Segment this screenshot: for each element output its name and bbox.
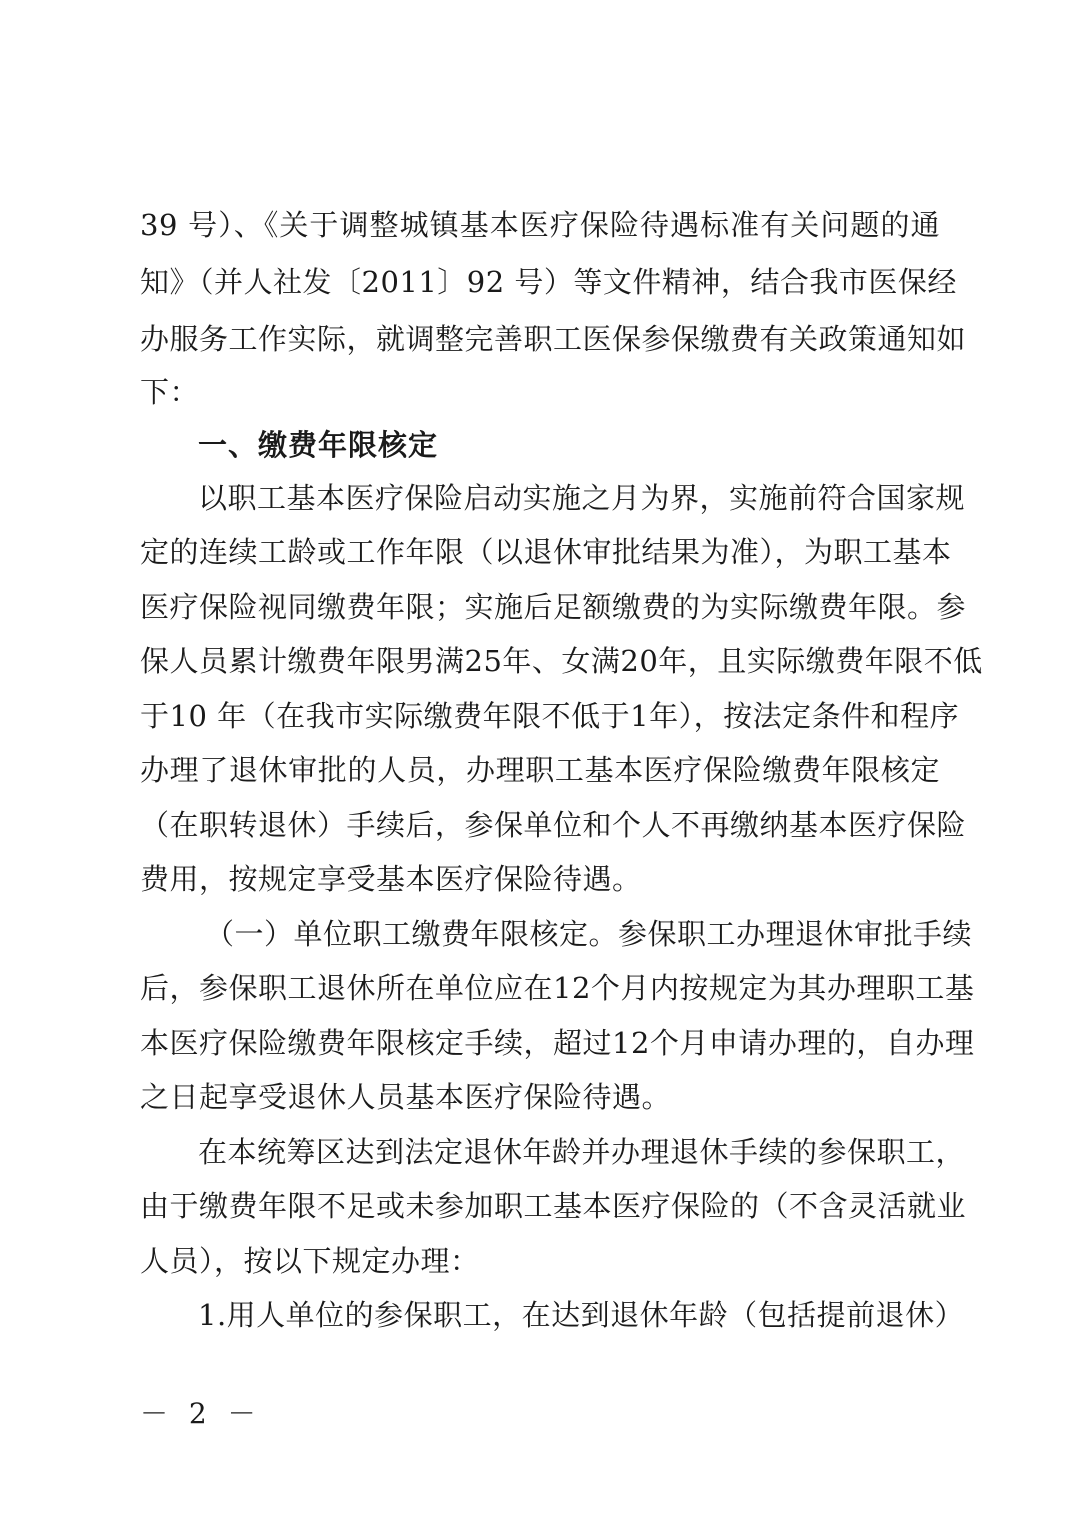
section-1-line-4: 保人员累计缴费年限男满25年、女满20年，且实际缴费年限不低 — [140, 644, 983, 678]
section-1-line-1: 以职工基本医疗保险启动实施之月为界，实施前符合国家规 — [198, 481, 966, 515]
section-heading: 一、缴费年限核定 — [198, 428, 439, 462]
para-3-line-2: 由于缴费年限不足或未参加职工基本医疗保险的（不含灵活就业 — [140, 1189, 967, 1223]
subsection-1-line-4: 之日起享受退休人员基本医疗保险待遇。 — [140, 1080, 672, 1114]
section-1-line-5: 于10 年（在我市实际缴费年限不低于1年），按法定条件和程序 — [140, 699, 960, 733]
intro-line-4: 下： — [140, 375, 200, 409]
item-1-line-1: 1.用人单位的参保职工，在达到退休年龄（包括提前退休） — [198, 1298, 965, 1332]
section-1-line-2: 定的连续工龄或工作年限（以退休审批结果为准），为职工基本 — [140, 535, 952, 569]
intro-line-1: 39 号）、《关于调整城镇基本医疗保险待遇标准有关问题的通 — [140, 208, 940, 242]
subsection-1-line-2: 后，参保职工退休所在单位应在12个月内按规定为其办理职工基 — [140, 971, 975, 1005]
subsection-1-line-3: 本医疗保险缴费年限核定手续，超过12个月申请办理的，自办理 — [140, 1026, 975, 1060]
intro-line-3: 办服务工作实际，就调整完善职工医保参保缴费有关政策通知如 — [140, 322, 967, 356]
para-3-line-3: 人员），按以下规定办理： — [140, 1244, 480, 1278]
intro-line-2: 知》（并人社发〔2011〕92 号）等文件精神，结合我市医保经 — [140, 265, 957, 299]
para-3-line-1: 在本统筹区达到法定退休年龄并办理退休手续的参保职工， — [198, 1135, 966, 1169]
section-1-line-3: 医疗保险视同缴费年限；实施后足额缴费的为实际缴费年限。参 — [140, 590, 967, 624]
section-1-line-7: （在职转退休）手续后，参保单位和个人不再缴纳基本医疗保险 — [140, 808, 967, 842]
subsection-1-line-1: （一）单位职工缴费年限核定。参保职工办理退休审批手续 — [205, 917, 973, 951]
page-number: － 2 － — [140, 1397, 262, 1430]
section-1-line-8: 费用，按规定享受基本医疗保险待遇。 — [140, 862, 642, 896]
section-1-line-6: 办理了退休审批的人员，办理职工基本医疗保险缴费年限核定 — [140, 753, 940, 787]
